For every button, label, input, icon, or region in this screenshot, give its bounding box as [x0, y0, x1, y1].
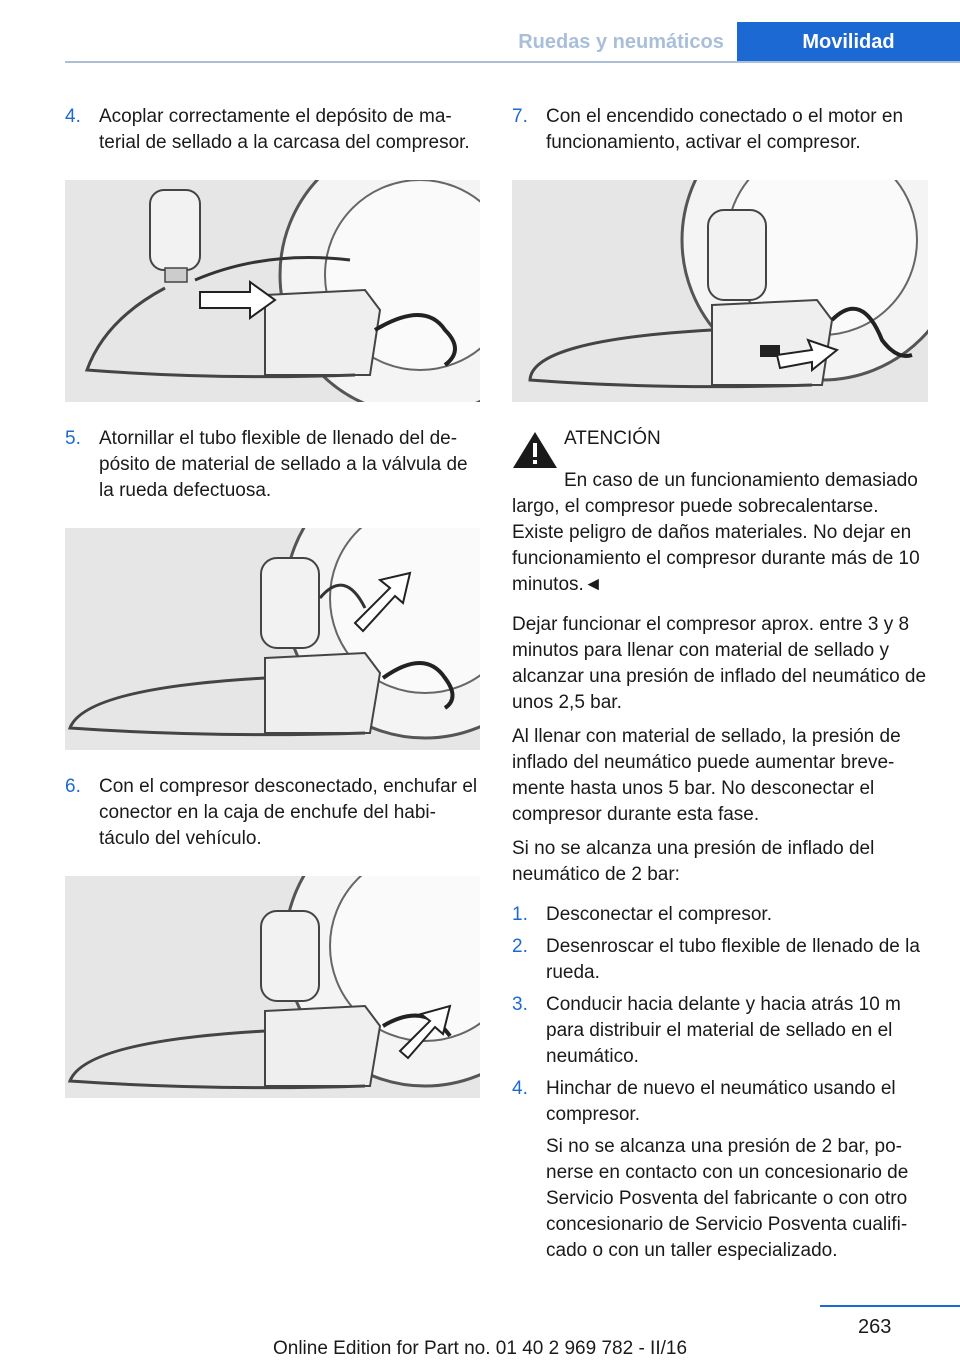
substep-list [512, 902, 932, 1264]
compressor-illustration-3 [65, 876, 480, 1098]
compressor-illustration-2 [65, 528, 480, 746]
left-column [65, 104, 480, 1122]
warning-triangle-icon [512, 430, 558, 470]
page-number: 263 [858, 1316, 892, 1338]
figure-screw-hose-to-valve [65, 528, 480, 750]
substep-text: Conducir hacia delante y hacia atrás 10 m para distribuir el material de sellado en el neumático. [546, 994, 901, 1067]
substep-4-extra: Si no se alcanza una presión de 2 bar, ponerse en contacto con un concesionario de Servicio Posventa del fabricante o con otro concesionario de Servicio Posventa cualificado o con un taller especializado. [546, 1136, 909, 1261]
edition-note: Online Edition for Part no. 01 40 2 969 782 - II/16 [272, 1338, 688, 1359]
paragraph-pressure-peak: Al llenar con material de sellado, la presión de inflado del neumático puede aumentar brevemente hasta unos 5 bar. No desconectar el compresor durante esta fase. [512, 726, 901, 825]
step-number: 5. [65, 428, 81, 449]
compressor-illustration-1 [65, 180, 480, 402]
warning-block [512, 426, 932, 470]
substep-number: 4. [512, 1078, 528, 1099]
right-column [512, 104, 932, 1264]
substep-text [546, 1076, 932, 1264]
substep-text: Desenroscar el tubo flexible de llenado de la rueda. [546, 936, 920, 983]
substep-4 [512, 1076, 932, 1264]
substep-2 [512, 934, 932, 986]
compressor-illustration-4 [512, 180, 928, 402]
step-text: Con el encendido conectado o el motor en funcionamiento, activar el compresor. [546, 106, 904, 153]
step-text: Atornillar el tubo flexible de llenado del depósito de material de sellado a la válvula de la rueda defectuosa. [99, 428, 468, 501]
step-6 [65, 774, 480, 852]
substep-text: Desconectar el compresor. [546, 904, 772, 925]
step-number: 7. [512, 106, 528, 127]
step-text: Con el compresor desconectado, enchufar el conector en la caja de enchufe del habitáculo del vehículo. [99, 776, 478, 849]
step-number: 4. [65, 106, 81, 127]
paragraph-duration: Dejar funcionar el compresor aprox. entre 3 y 8 minutos para llenar con material de sellado y alcanzar una presión de inflado del neumático de unos 2,5 bar. [512, 614, 927, 713]
step-text: Acoplar correctamente el depósito de material de sellado a la carcasa del compresor. [99, 106, 470, 153]
section-tab: Ruedas y neumáticos [518, 30, 724, 53]
step-4 [65, 104, 480, 156]
substep-number: 2. [512, 936, 528, 957]
substep-number: 3. [512, 994, 528, 1015]
step-5 [65, 426, 480, 504]
figure-activate-compressor [512, 180, 928, 402]
footer-rule [820, 1305, 960, 1307]
warning-text: En caso de un funcionamiento demasiado largo, el compresor puede sobrecalentarse. Existe peligro de daños materiales. No dejar en funcionamiento el compresor durante más de 10 minutos.◄ [512, 470, 920, 595]
substep-number: 1. [512, 904, 528, 925]
paragraph-if-not-reached: Si no se alcanza una presión de inflado del neumático de 2 bar: [512, 838, 875, 885]
figure-plug-connector [65, 876, 480, 1098]
chapter-tab: Movilidad [737, 22, 960, 62]
substep-4-main: Hinchar de nuevo el neumático usando el compresor. [546, 1078, 896, 1125]
figure-attach-sealant-bottle [65, 180, 480, 402]
step-7 [512, 104, 932, 156]
header-rule [65, 61, 960, 63]
substep-1 [512, 902, 932, 928]
step-number: 6. [65, 776, 81, 797]
warning-title: ATENCIÓN [564, 428, 661, 449]
substep-3 [512, 992, 932, 1070]
